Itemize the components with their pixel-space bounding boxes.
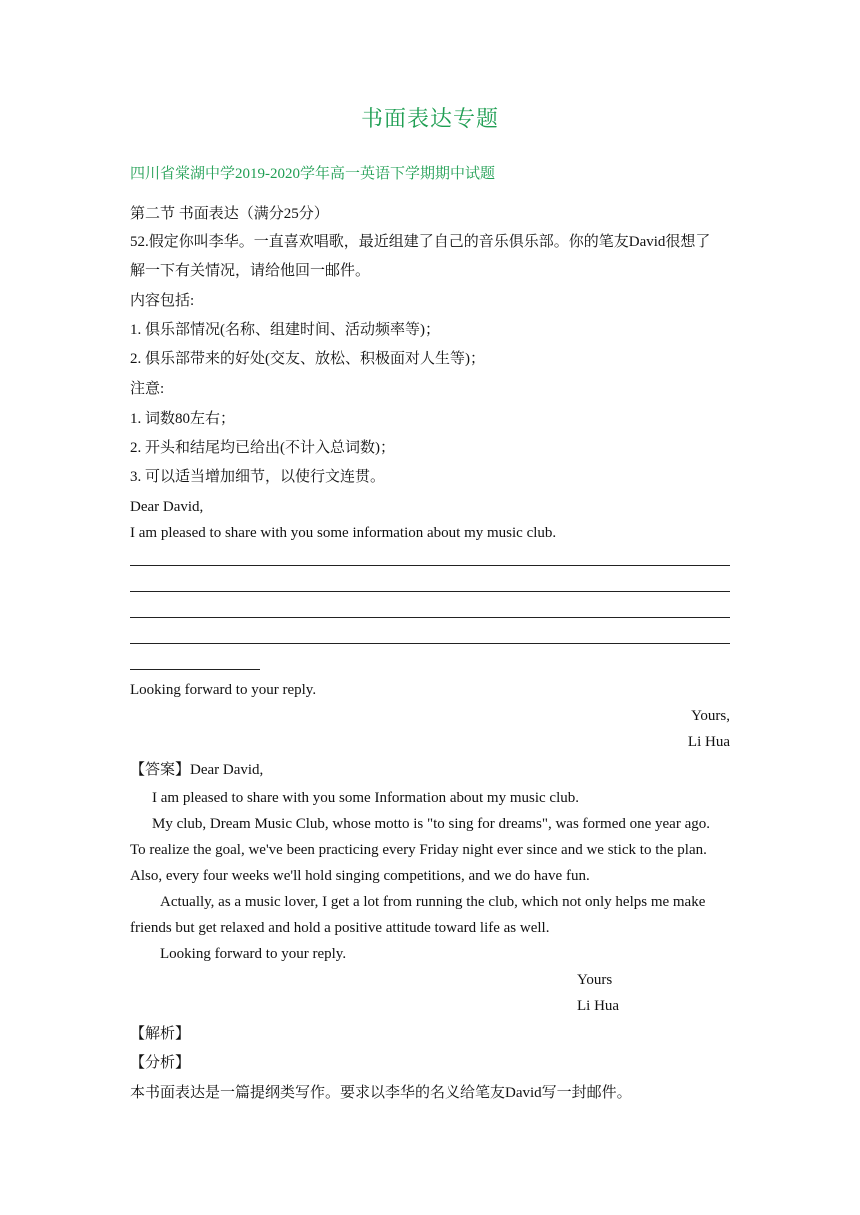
letter-greeting: Dear David, (130, 499, 204, 515)
analysis-text: 本书面表达是一篇提纲类写作。要求以李华的名义给笔友David写一封邮件。 (130, 1085, 632, 1101)
answer-line-2: My club, Dream Music Club, whose motto is "to sing for dreams", was formed one year ago. (152, 816, 710, 832)
answer-line-7: Looking forward to your reply. (160, 946, 347, 962)
page-title: 书面表达专题 (360, 106, 499, 131)
answer-line-3: To realize the goal, we've been practicing every Friday night ever since and we stick to the plan. (130, 842, 707, 858)
answer-heading: 【答案】Dear David, (130, 762, 264, 778)
note-item-3: 3. 可以适当增加细节，以使行文连贯。 (130, 469, 386, 485)
answer-sign-yours: Yours (577, 972, 613, 988)
answer-blank-line (130, 565, 730, 566)
letter-opening: I am pleased to share with you some information about my music club. (130, 525, 557, 541)
answer-sign-name: Li Hua (577, 998, 620, 1014)
answer-blank-line (130, 617, 730, 618)
letter-sign-yours: Yours, (691, 708, 730, 724)
note-item-2: 2. 开头和结尾均已给出(不计入总词数)； (130, 440, 395, 456)
analysis-heading: 【解析】 (130, 1026, 191, 1042)
note-item-1: 1. 词数80左右； (130, 411, 236, 427)
answer-line-4: Also, every four weeks we'll hold singing competitions, and we do have fun. (130, 868, 590, 884)
answer-blank-line (130, 591, 730, 592)
content-label: 内容包括: (130, 293, 195, 309)
answer-line-1: I am pleased to share with you some Information about my music club. (152, 790, 579, 806)
section-heading: 第二节 书面表达（满分25分） (130, 206, 329, 222)
fenxi-heading: 【分析】 (130, 1055, 191, 1071)
answer-line-5: Actually, as a music lover, I get a lot from running the club, which not only helps me make (160, 894, 706, 910)
question-line-1: 52.假定你叫李华。一直喜欢唱歌，最近组建了自己的音乐俱乐部。你的笔友David很想了 (130, 234, 711, 250)
letter-sign-name: Li Hua (687, 734, 730, 750)
content-item-1: 1. 俱乐部情况(名称、组建时间、活动频率等)； (130, 322, 440, 338)
answer-blank-line (130, 669, 260, 670)
source-line: 四川省棠湖中学2019-2020学年高一英语下学期期中试题 (130, 166, 495, 182)
answer-line-6: friends but get relaxed and hold a positive attitude toward life as well. (130, 920, 550, 936)
question-line-2: 解一下有关情况，请给他回一邮件。 (130, 263, 371, 279)
letter-closing: Looking forward to your reply. (130, 682, 317, 698)
content-item-2: 2. 俱乐部带来的好处(交友、放松、积极面对人生等)； (130, 351, 485, 367)
note-label: 注意: (130, 381, 165, 397)
answer-blank-line (130, 643, 730, 644)
